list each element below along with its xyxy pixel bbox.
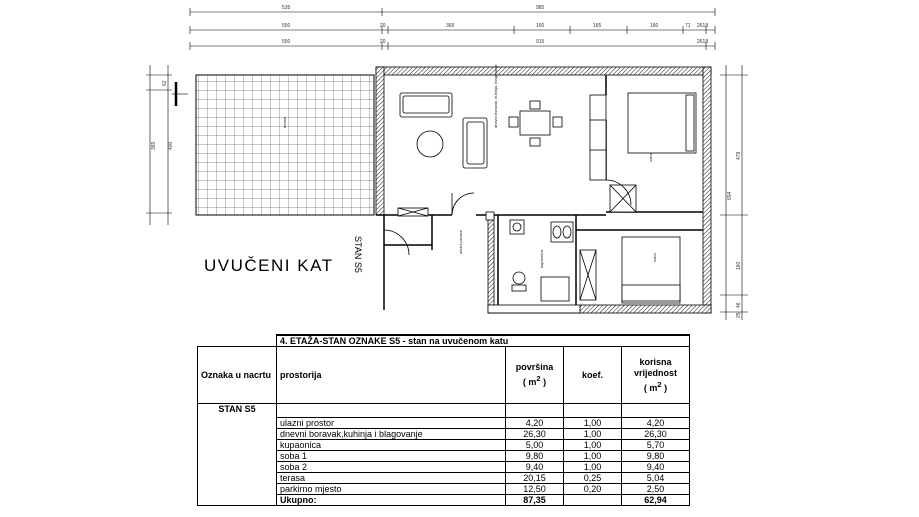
room-label-living: dnevni boravak, kuhinja, blagovanje	[493, 64, 498, 128]
total-area: 87,35	[506, 495, 564, 506]
row-area: 4,20	[506, 418, 564, 429]
dim-text: 400	[168, 141, 174, 150]
row-name: kupaonica	[277, 440, 506, 451]
terrace-tiles	[196, 75, 374, 215]
top-dimension-texts	[282, 5, 708, 45]
row-useful: 5,70	[622, 440, 690, 451]
total-useful: 62,94	[622, 495, 690, 506]
area-table	[197, 334, 690, 506]
dim-text: 2618	[697, 23, 709, 29]
row-useful: 9,40	[622, 462, 690, 473]
table-title: 4. ETAŽA-STAN OZNAKE S5 - stan na uvučenom katu	[277, 335, 690, 347]
dim-text: 20	[380, 23, 386, 29]
header-povrsina	[506, 347, 564, 404]
dim-text: 550	[282, 39, 291, 45]
row-coef: 0,25	[564, 473, 622, 484]
unit-label: STAN S5	[353, 236, 363, 273]
header-povrsina-close: )	[540, 377, 547, 387]
bedroom2-furniture	[580, 237, 680, 303]
row-coef: 1,00	[564, 418, 622, 429]
header-prostorija: prostorija	[277, 347, 506, 404]
total-coef-empty	[564, 495, 622, 506]
dim-text: 71	[685, 23, 691, 29]
header-korisna-sup: 2	[657, 379, 662, 389]
dim-text: 535	[282, 5, 291, 11]
row-coef: 1,00	[564, 451, 622, 462]
room-label-bedroom1: soba	[648, 153, 653, 162]
dim-text: 20	[380, 39, 386, 45]
row-coef: 1,00	[564, 440, 622, 451]
row-name: soba 2	[277, 462, 506, 473]
dim-text: 165	[593, 23, 602, 29]
row-useful: 4,20	[622, 418, 690, 429]
right-dimension-lines	[720, 65, 748, 320]
header-koef: koef.	[564, 347, 622, 404]
header-povrsina-l1: površina	[515, 362, 554, 372]
row-area: 9,80	[506, 451, 564, 462]
row-coef: 1,00	[564, 429, 622, 440]
row-area: 26,30	[506, 429, 564, 440]
row-name: soba 1	[277, 451, 506, 462]
bedroom1-furniture	[606, 93, 696, 212]
floor-label: UVUČENI KAT	[204, 256, 334, 275]
row-useful: 5,04	[622, 473, 690, 484]
row-name: dnevni boravak,kuhinja i blagovanje	[277, 429, 506, 440]
dim-text: 550	[282, 23, 291, 29]
gap-cell	[622, 404, 690, 418]
unit-cell: STAN S5	[198, 404, 277, 506]
header-oznaka: Oznaka u nacrtu	[198, 347, 277, 404]
row-useful: 9,80	[622, 451, 690, 462]
dim-text: 160	[536, 23, 545, 29]
header-korisna-l2: vrijednost	[633, 367, 677, 378]
dim-text: 160	[736, 261, 742, 270]
row-area: 9,40	[506, 462, 564, 473]
header-povrsina-sup: 2	[536, 374, 541, 383]
dim-text: 160	[650, 23, 659, 29]
total-label: Ukupno:	[277, 495, 506, 506]
row-coef: 1,00	[564, 462, 622, 473]
gap-cell	[506, 404, 564, 418]
dim-text: 62	[162, 80, 168, 86]
room-label-entrance: ulazni prostor	[458, 229, 463, 254]
dim-text: 25	[736, 312, 742, 318]
row-name: ulazni prostor	[277, 418, 506, 429]
living-furniture	[400, 93, 606, 180]
dim-text: 2618	[697, 39, 709, 45]
dim-text: 654	[727, 191, 733, 200]
header-korisna-l3: ( m	[643, 382, 658, 393]
header-korisna	[622, 347, 690, 404]
row-name: parkirno mjesto	[277, 484, 506, 495]
row-name: terasa	[277, 473, 506, 484]
header-povrsina-l2: ( m	[522, 377, 537, 387]
row-useful: 26,30	[622, 429, 690, 440]
room-label-terrace: terasa	[282, 116, 287, 128]
table-corner	[198, 335, 277, 347]
row-area: 20,15	[506, 473, 564, 484]
row-area: 5,00	[506, 440, 564, 451]
gap-cell	[277, 404, 506, 418]
row-area: 12,50	[506, 484, 564, 495]
top-dimension-lines	[190, 8, 715, 50]
dim-text: 479	[736, 151, 742, 160]
dim-text: 46	[736, 302, 742, 308]
room-label-bathroom: kupaonica	[539, 249, 544, 268]
room-label-bedroom2: soba	[652, 253, 657, 262]
row-useful: 2,50	[622, 484, 690, 495]
header-korisna-l1: korisna	[639, 356, 672, 367]
row-coef: 0,20	[564, 484, 622, 495]
dim-text: 915	[536, 39, 545, 45]
dim-text: 369	[446, 23, 455, 29]
dim-text: 365	[151, 141, 157, 150]
dim-text: 985	[536, 5, 545, 11]
gap-cell	[564, 404, 622, 418]
header-korisna-close: )	[661, 382, 668, 393]
